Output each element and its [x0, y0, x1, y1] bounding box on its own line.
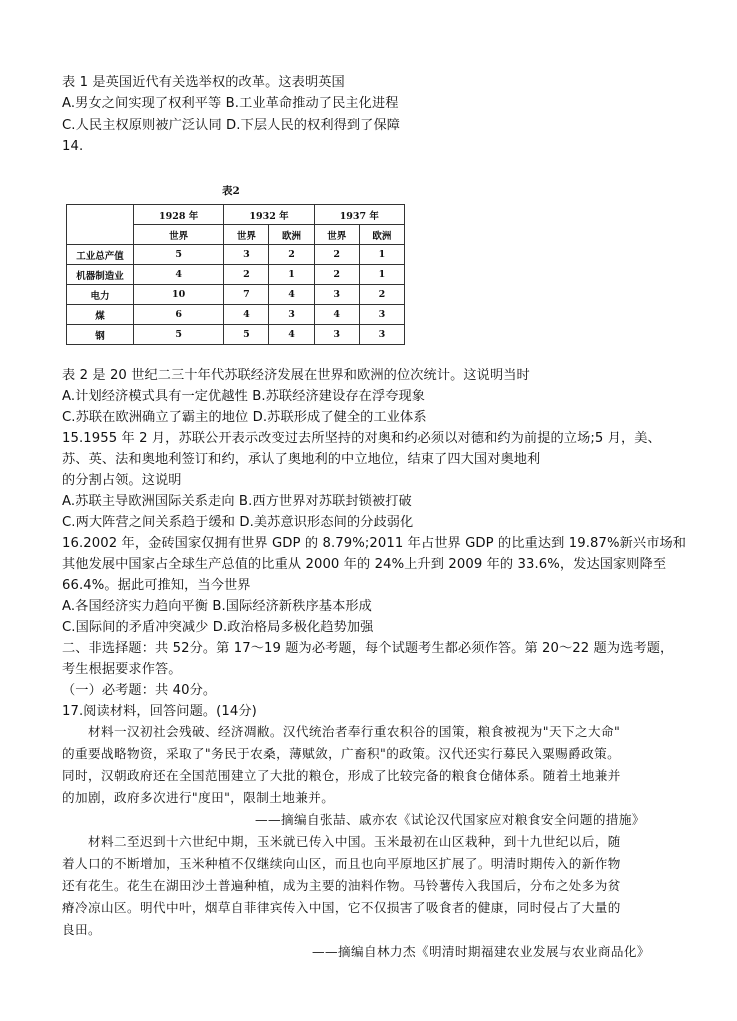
table-cell: 3	[359, 305, 404, 325]
table-year-header: 1937 年	[314, 205, 404, 225]
table-cell: 3	[224, 245, 269, 265]
table-cell: 4	[314, 305, 359, 325]
table-cell: 1	[359, 265, 404, 285]
q15-options-cd: C.两大阵营之间关系趋于缓和 D.美苏意识形态间的分歧弱化	[62, 515, 414, 530]
material1-line2: 的重要战略物资，采取了"务民于农桑，薄赋敛，广畜积"的政策。汉代还实行募民入粟赐爵政策。	[62, 746, 621, 761]
table-cell: 4	[134, 265, 224, 285]
table-row	[67, 325, 405, 345]
q14-stem: 表 2 是 20 世纪二三十年代苏联经济发展在世界和欧洲的位次统计。这说明当时	[62, 368, 530, 383]
q14-options-cd: C.苏联在欧洲确立了霸主的地位 D.苏联形成了健全的工业体系	[62, 410, 427, 425]
q15-stem-line3: 的分割占领。这说明	[62, 473, 182, 488]
table-header-row	[67, 205, 405, 225]
table-corner-cell	[67, 205, 134, 245]
table-subheader: 欧洲	[269, 225, 314, 245]
table-cell: 10	[134, 285, 224, 305]
table-cell: 6	[134, 305, 224, 325]
required-section-heading: （一）必考题：共 40分。	[62, 683, 217, 698]
table-row-label: 钢	[67, 325, 134, 345]
table-subheader: 世界	[224, 225, 269, 245]
table-cell: 3	[314, 325, 359, 345]
table-cell: 5	[134, 245, 224, 265]
table-cell: 4	[224, 305, 269, 325]
table-cell: 2	[359, 285, 404, 305]
table-cell: 1	[359, 245, 404, 265]
table-subheader: 欧洲	[359, 225, 404, 245]
table-subheader: 世界	[314, 225, 359, 245]
material2-line1: 材料二至迟到十六世纪中期，玉米就已传入中国。玉米最初在山区栽种，到十九世纪以后，随	[88, 834, 621, 849]
q13-options-ab: A.男女之间实现了权利平等 B.工业革命推动了民主化进程	[62, 96, 399, 111]
material1-line3: 同时，汉朝政府还在全国范围建立了大批的粮仓，形成了比较完备的粮食仓储体系。随着土地兼并	[62, 768, 621, 783]
q16-stem-line3: 66.4%。据此可推知，当今世界	[62, 578, 251, 593]
q15-stem-line1: 15.1955 年 2 月，苏联公开表示改变过去所坚持的对奥和约必须以对德和约为前提的立场;5 月，美、	[62, 431, 661, 446]
table-row-label: 工业总产值	[67, 245, 134, 265]
q15-options-ab: A.苏联主导欧洲国际关系走向 B.西方世界对苏联封锁被打破	[62, 494, 412, 509]
q14-options-ab: A.计划经济模式具有一定优越性 B.苏联经济建设存在浮夸现象	[62, 389, 426, 404]
q16-stem-line2: 其他发展中国家占全球生产总值的比重从 2000 年的 24%上升到 2009 年的 33.6%，发达国家则降至	[62, 557, 667, 572]
table-cell: 2	[314, 245, 359, 265]
q16-options-cd: C.国际间的矛盾冲突减少 D.政治格局多极化趋势加强	[62, 620, 374, 635]
material1-line1: 材料一汉初社会残破、经济凋敝。汉代统治者奉行重农积谷的国策，粮食被视为"天下之大命"	[88, 724, 621, 739]
table-cell: 5	[134, 325, 224, 345]
table-row	[67, 305, 405, 325]
table-caption: 表2	[222, 185, 240, 197]
material2-source: ——摘编自林力杰《明清时期福建农业发展与农业商品化》	[312, 944, 650, 959]
material2-line3: 还有花生。花生在湖田沙土普遍种植，成为主要的油料作物。马铃薯传入我国后，分布之处多为贫	[62, 878, 621, 893]
table-cell: 7	[224, 285, 269, 305]
table-row	[67, 245, 405, 265]
q13-stem: 表 1 是英国近代有关选举权的改革。这表明英国	[62, 75, 345, 90]
material1-source: ——摘编自张喆、戚亦农《试论汉代国家应对粮食安全问题的措施》	[255, 812, 645, 827]
table-subheader: 世界	[134, 225, 224, 245]
material2-line5: 良田。	[62, 922, 101, 937]
table-year-header: 1932 年	[224, 205, 314, 225]
table-cell: 4	[269, 325, 314, 345]
table-cell: 3	[314, 285, 359, 305]
section2-instruction-line1: 二、非选择题：共 52分。第 17～19 题为必考题，每个试题考生都必须作答。第 20～22 题为选考题，	[62, 641, 674, 656]
table-row-label: 机器制造业	[67, 265, 134, 285]
table-row	[67, 285, 405, 305]
table-row-label: 电力	[67, 285, 134, 305]
table-cell: 2	[224, 265, 269, 285]
material2-line4: 瘠冷凉山区。明代中叶，烟草自菲律宾传入中国，它不仅损害了吸食者的健康，同时侵占了大量的	[62, 900, 621, 915]
q15-stem-line2: 苏、英、法和奥地利签订和约，承认了奥地利的中立地位，结束了四大国对奥地利	[62, 452, 541, 467]
material2-line2: 着人口的不断增加，玉米种植不仅继续向山区，而且也向平原地区扩展了。明清时期传入的新作物	[62, 856, 621, 871]
table-cell: 3	[269, 305, 314, 325]
table-cell: 3	[359, 325, 404, 345]
table-cell: 5	[224, 325, 269, 345]
table-cell: 2	[314, 265, 359, 285]
table-cell: 2	[269, 245, 314, 265]
q13-options-cd: C.人民主权原则被广泛认同 D.下层人民的权利得到了保障	[62, 118, 401, 133]
q14-number: 14.	[62, 139, 84, 154]
q17-heading: 17.阅读材料，回答问题。(14分)	[62, 704, 257, 719]
table-row-label: 煤	[67, 305, 134, 325]
statistics-table	[66, 204, 405, 345]
q16-stem-line1: 16.2002 年，金砖国家仅拥有世界 GDP 的 8.79%;2011 年占世界 GDP 的比重达到 19.87%新兴市场和	[62, 536, 687, 551]
table-cell: 1	[269, 265, 314, 285]
table-cell: 4	[269, 285, 314, 305]
section2-instruction-line2: 考生根据要求作答。	[62, 662, 182, 677]
material1-line4: 的加剧，政府多次进行"度田"，限制土地兼并。	[62, 790, 335, 805]
q16-options-ab: A.各国经济实力趋向平衡 B.国际经济新秩序基本形成	[62, 599, 372, 614]
table-year-header: 1928 年	[134, 205, 224, 225]
table-row	[67, 265, 405, 285]
